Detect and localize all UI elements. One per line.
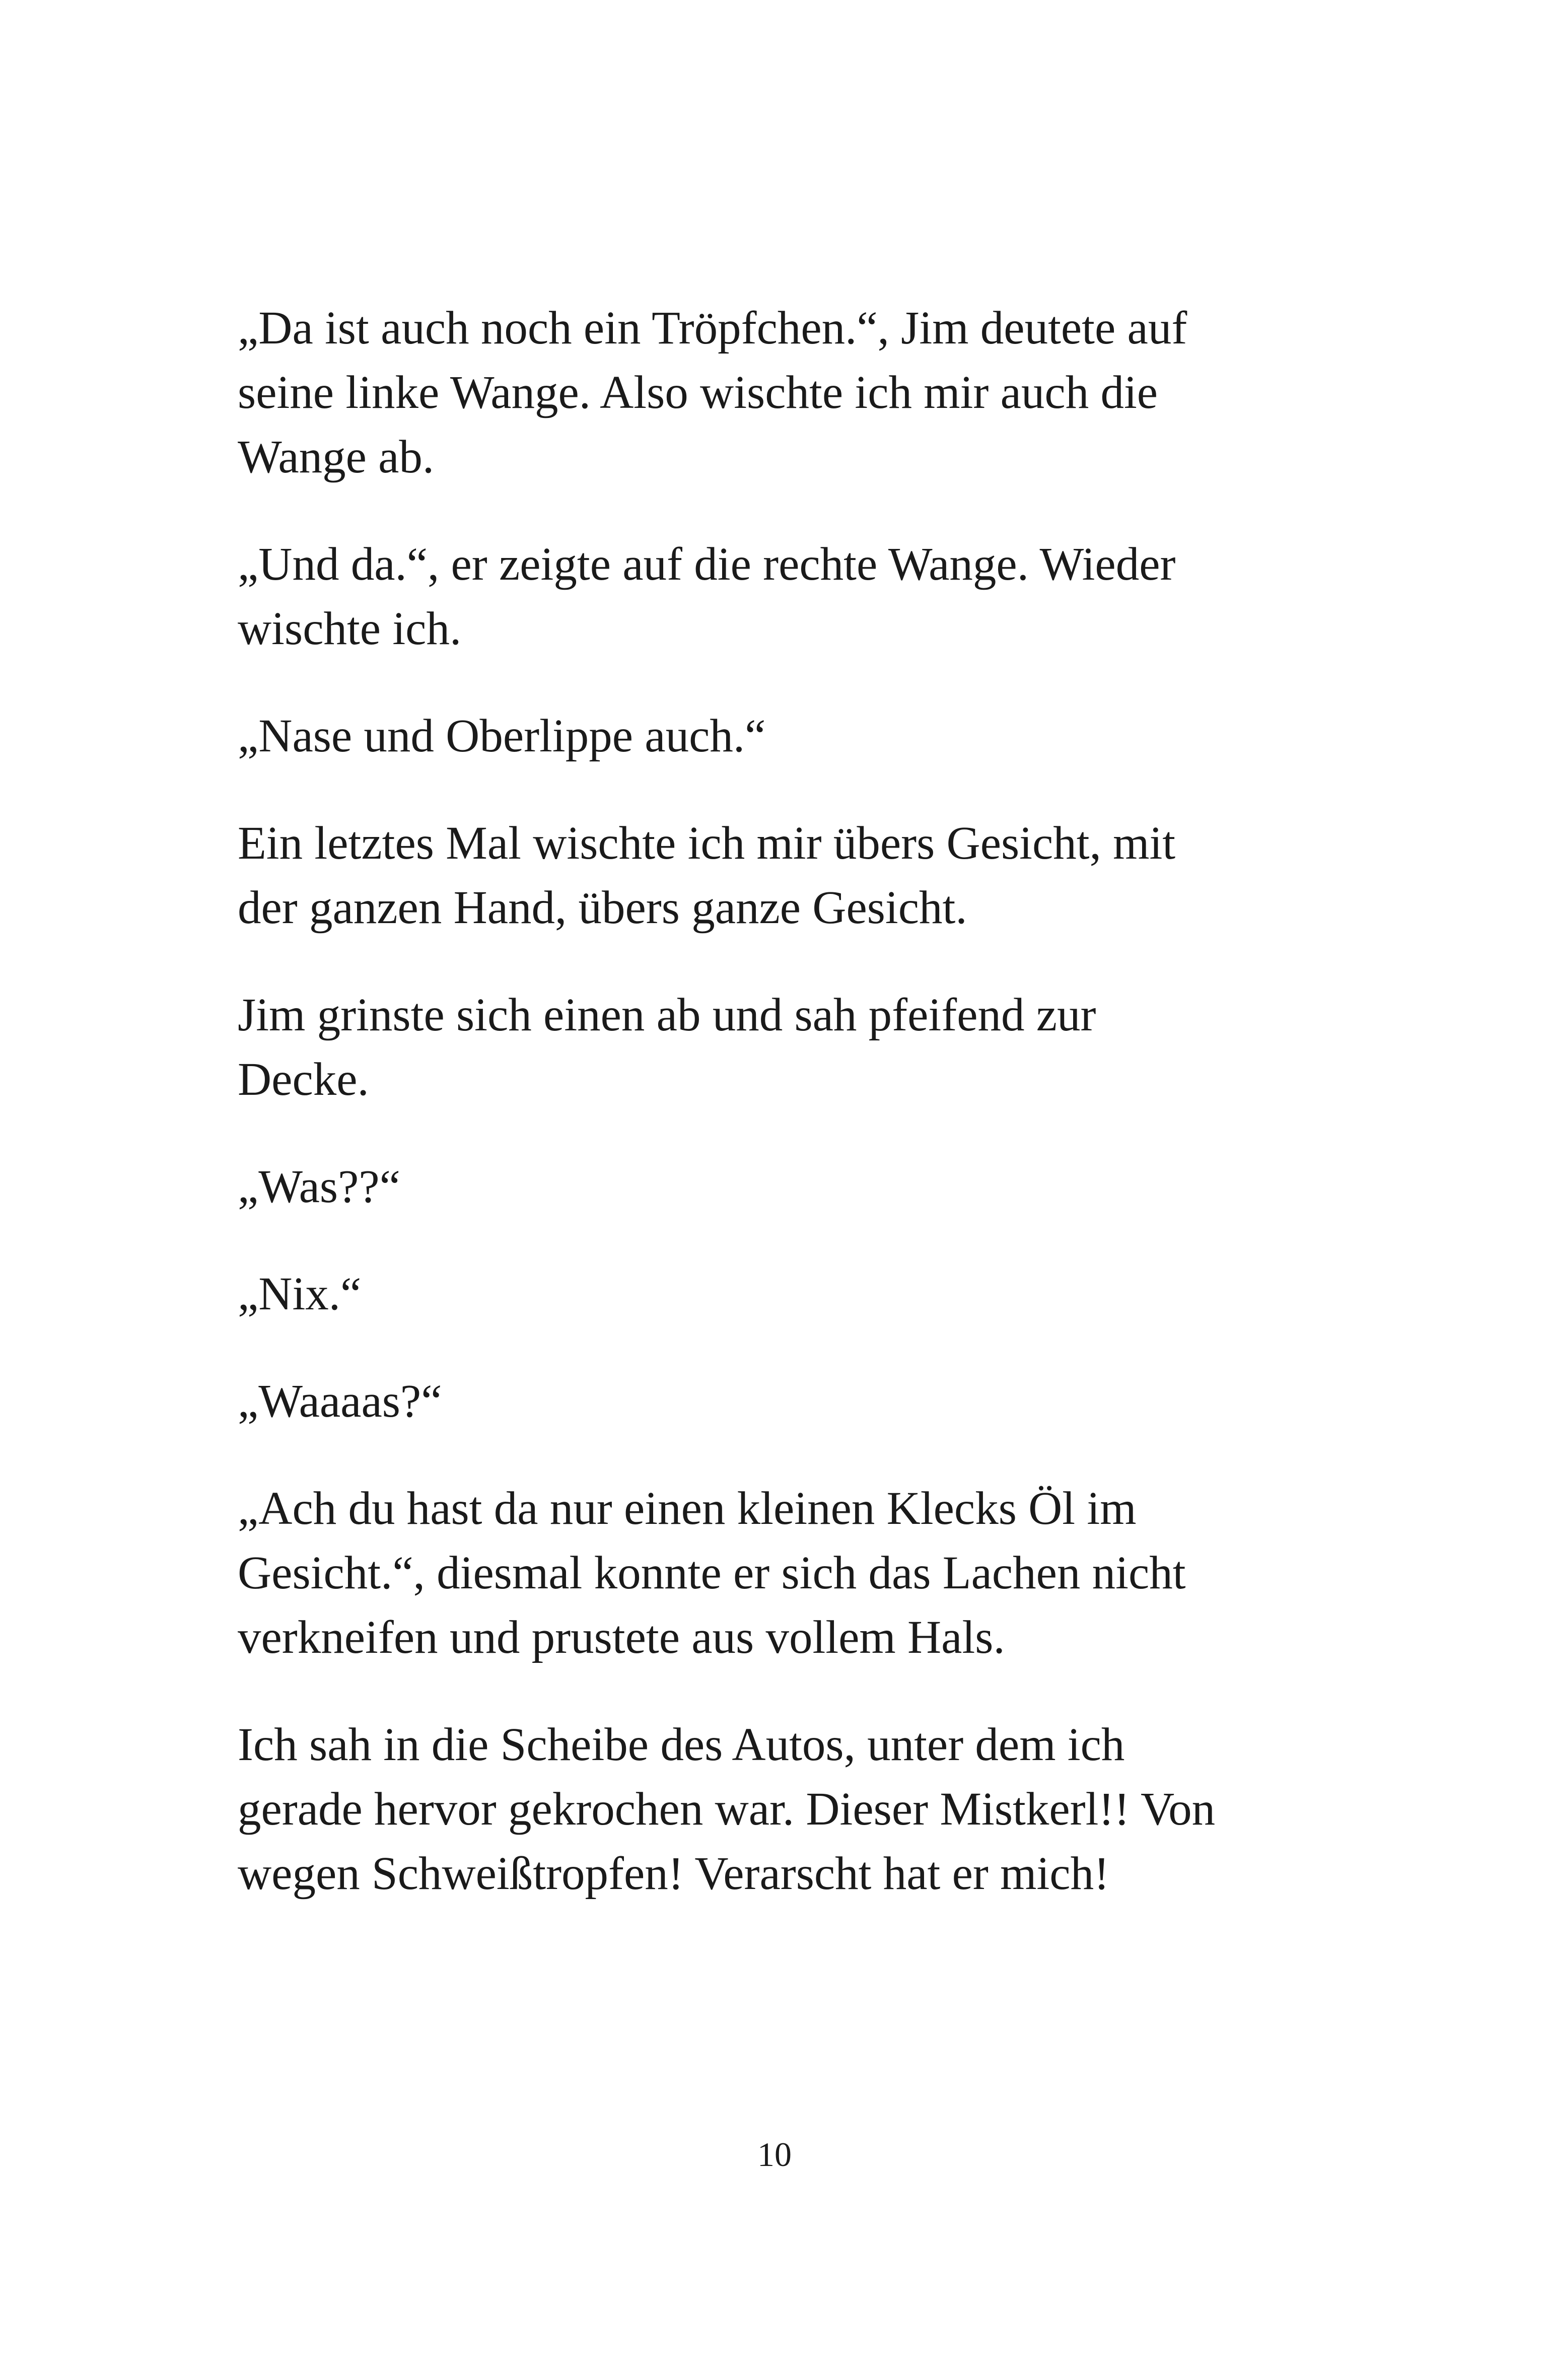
paragraph: „Waaaas?“ (238, 1375, 442, 1427)
paragraph: „Was??“ (238, 1161, 400, 1213)
paragraph: „Ach du hast da nur einen kleinen Klecks Öl im Gesicht.“, diesmal konnte er sich das Lachen nicht verkneifen und prustete aus vollem Hals. (238, 1483, 1186, 1663)
paragraph: Ein letztes Mal wischte ich mir übers Gesicht, mit der ganzen Hand, übers ganze Gesicht. (238, 817, 1176, 934)
paragraph: „Nase und Oberlippe auch.“ (238, 710, 766, 762)
paragraph: „Nix.“ (238, 1268, 362, 1320)
paragraph: „Und da.“, er zeigte auf die rechte Wange. Wieder wischte ich. (238, 538, 1176, 655)
paragraph: Jim grinste sich einen ab und sah pfeifend zur Decke. (238, 989, 1096, 1105)
paragraph: „Da ist auch noch ein Tröpfchen.“, Jim deutete auf seine linke Wange. Also wischte ich mir auch die Wange ab. (238, 302, 1187, 483)
paragraph: Ich sah in die Scheibe des Autos, unter dem ich gerade hervor gekrochen war. Dieser Mistkerl!! Von wegen Schweißtropfen! Verarscht hat er mich! (238, 1719, 1216, 1900)
body-text (238, 296, 1320, 1949)
page-number: 10 (757, 2135, 792, 2174)
